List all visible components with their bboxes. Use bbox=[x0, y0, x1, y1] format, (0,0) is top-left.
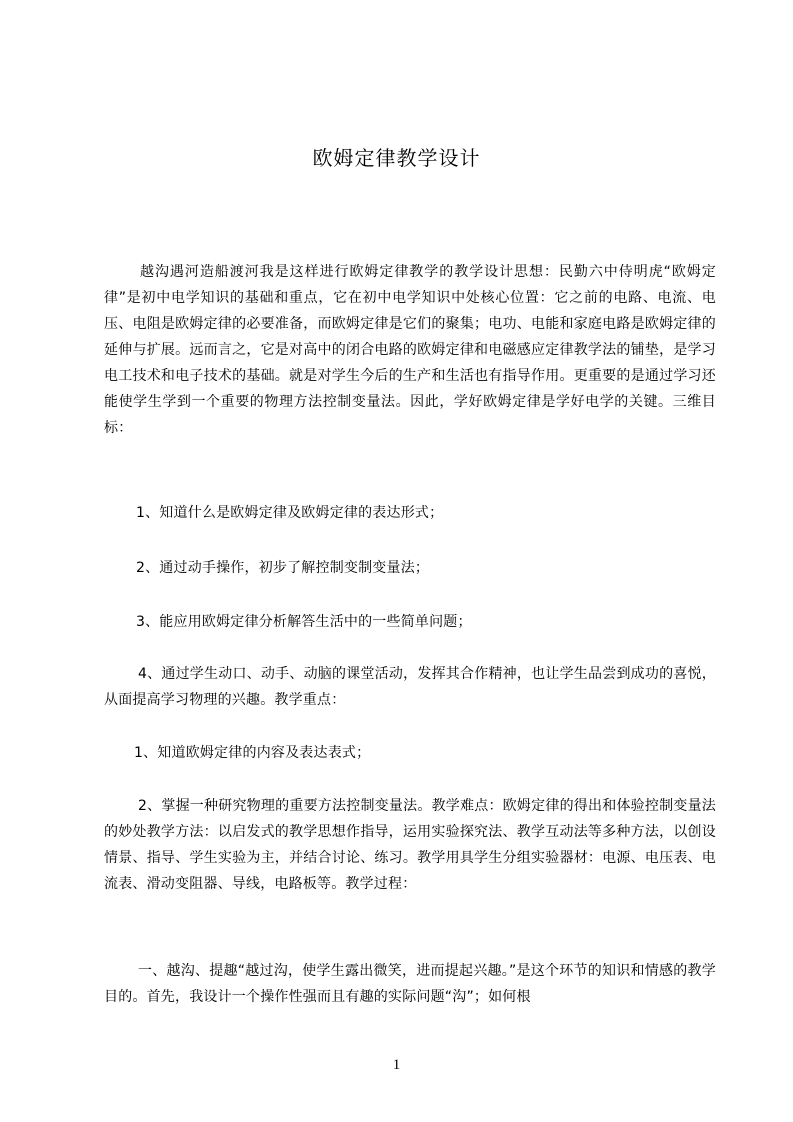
objective-item-4: 4、通过学生动口、动手、动脑的课堂活动，发挥其合作精神，也让学生品尝到成功的喜悦，从面提高学习物理的兴趣。教学重点： bbox=[104, 666, 716, 708]
objective-item-3: 3、能应用欧姆定律分析解答生活中的一些简单问题； bbox=[136, 614, 472, 630]
page-title: 欧姆定律教学设计 bbox=[312, 146, 481, 170]
key-point-item-2: 2、掌握一种研究物理的重要方法控制变量法。教学难点：欧姆定律的得出和体验控制变量法的妙处教学方法：以启发式的教学思想作指导，运用实验探究法、教学互动法等多种方法，以创设情景、指导、学生实验为主，并结合讨论、练习。教学用具学生分组实验器材：电源、电压表、电流表、滑动变阻器、导线，电路板等。教学过程： bbox=[104, 798, 716, 892]
teaching-step-1: 一、越沟、提趣“越过沟，使学生露出微笑，进而提起兴趣。”是这个环节的知识和情感的教学目的。首先，我设计一个操作性强而且有趣的实际问题“沟”；如何根 bbox=[104, 963, 716, 1005]
page-number: 1 bbox=[392, 1057, 401, 1073]
objective-item-1: 1、知道什么是欧姆定律及欧姆定律的表达形式； bbox=[136, 505, 444, 521]
key-point-item-1: 1、知道欧姆定律的内容及表达表式； bbox=[134, 745, 371, 761]
paragraph-intro: 越沟遇河造船渡河我是这样进行欧姆定律教学的教学设计思想：民勤六中侍明虎“欧姆定律”是初中电学知识的基础和重点，它在初中电学知识中处核心位置：它之前的电路、电流、电压、电阻是欧姆定律的必要准备，而欧姆定律是它们的聚集；电功、电能和家庭电路是欧姆定律的延伸与扩展。远而言之，它是对高中的闭合电路的欧姆定律和电磁感应定律教学法的铺垫，是学习电工技术和电子技术的基础。就是对学生今后的生产和生活也有指导作用。更重要的是通过学习还能使学生学到一个重要的物理方法控制变量法。因此，学好欧姆定律是学好电学的关键。三维目标： bbox=[104, 264, 716, 436]
objective-item-2: 2、通过动手操作，初步了解控制变制变量法； bbox=[136, 560, 430, 576]
